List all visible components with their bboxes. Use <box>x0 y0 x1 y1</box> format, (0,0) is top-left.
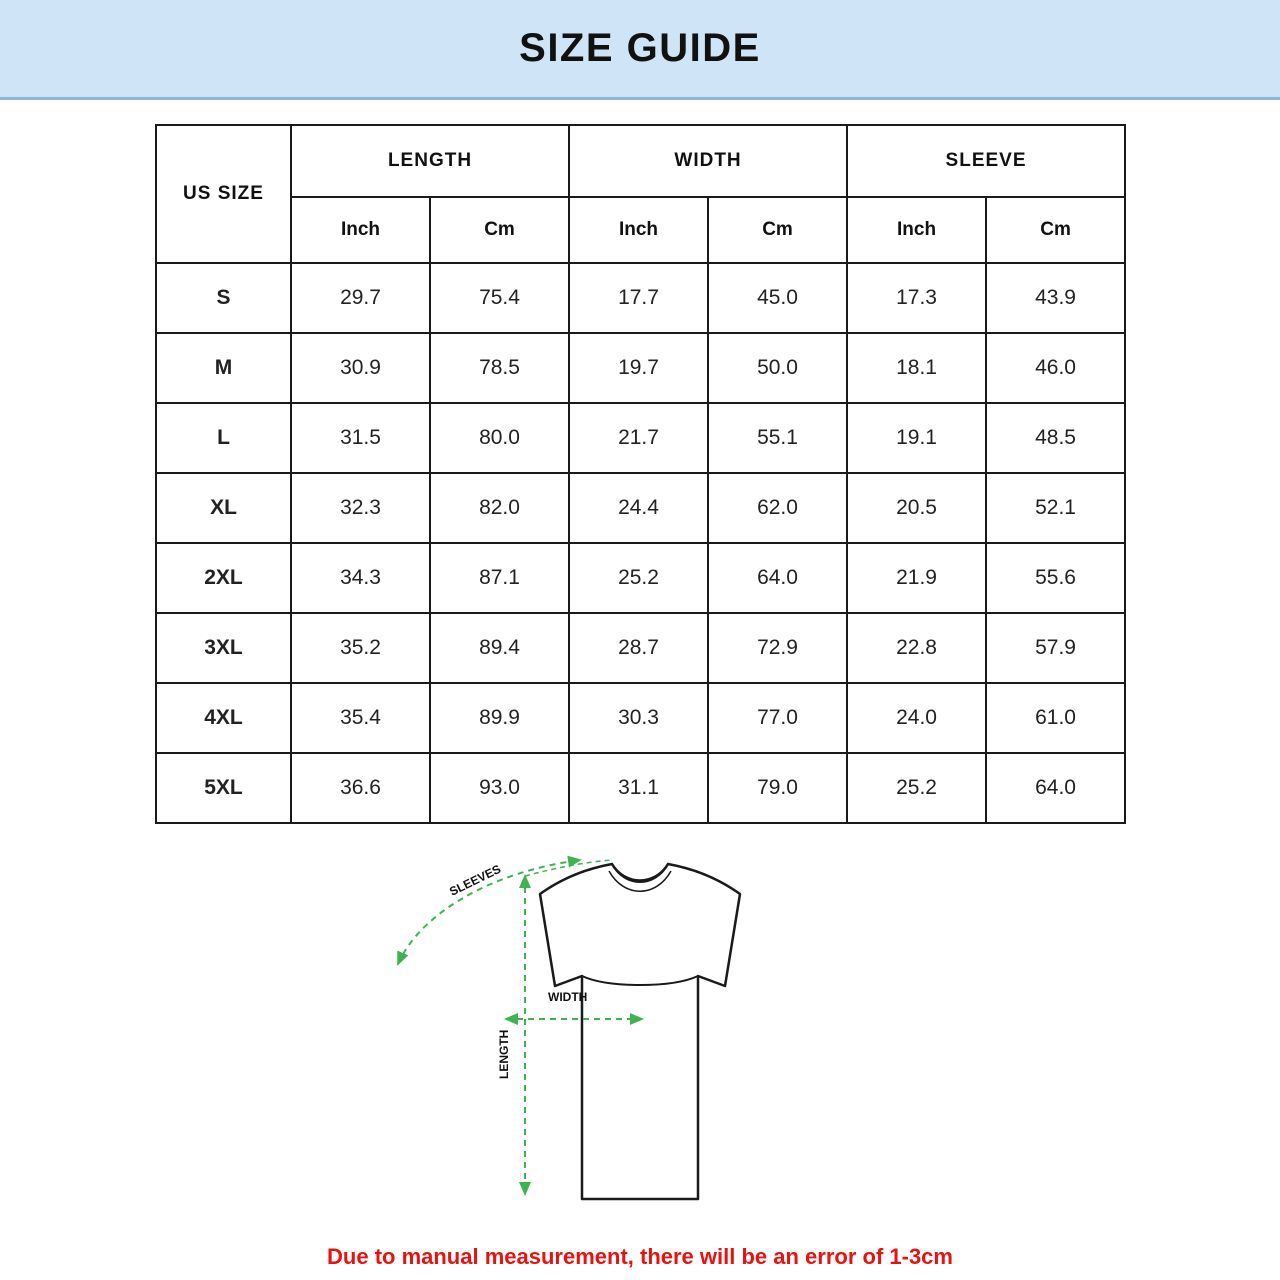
cell-sleeve-inch: 22.8 <box>847 613 986 683</box>
unit-sleeve-inch: Inch <box>847 197 986 263</box>
cell-width-cm: 64.0 <box>708 543 847 613</box>
cell-width-cm: 77.0 <box>708 683 847 753</box>
cell-width-inch: 19.7 <box>569 333 708 403</box>
cell-size: XL <box>156 473 291 543</box>
cell-length-cm: 89.9 <box>430 683 569 753</box>
tshirt-diagram-svg <box>380 854 900 1234</box>
cell-width-inch: 25.2 <box>569 543 708 613</box>
header-banner <box>0 0 1280 100</box>
cell-length-cm: 75.4 <box>430 263 569 333</box>
cell-size: S <box>156 263 291 333</box>
table-row <box>156 263 1125 333</box>
table-row <box>156 613 1125 683</box>
header-us-size: US SIZE <box>156 125 291 263</box>
cell-width-cm: 62.0 <box>708 473 847 543</box>
unit-length-cm: Cm <box>430 197 569 263</box>
table-row <box>156 753 1125 823</box>
cell-width-cm: 79.0 <box>708 753 847 823</box>
width-label: WIDTH <box>548 990 588 1004</box>
cell-width-inch: 24.4 <box>569 473 708 543</box>
tshirt-measurement-illustration <box>0 854 1280 1234</box>
table-row <box>156 473 1125 543</box>
cell-sleeve-inch: 18.1 <box>847 333 986 403</box>
cell-length-inch: 35.2 <box>291 613 430 683</box>
table-row <box>156 543 1125 613</box>
cell-sleeve-cm: 43.9 <box>986 263 1125 333</box>
cell-width-inch: 28.7 <box>569 613 708 683</box>
cell-length-inch: 31.5 <box>291 403 430 473</box>
cell-sleeve-inch: 20.5 <box>847 473 986 543</box>
header-sleeve: SLEEVE <box>847 125 1125 197</box>
unit-width-inch: Inch <box>569 197 708 263</box>
cell-length-cm: 82.0 <box>430 473 569 543</box>
cell-length-inch: 32.3 <box>291 473 430 543</box>
table-row <box>156 333 1125 403</box>
table-unit-row <box>156 197 1125 263</box>
cell-size: 3XL <box>156 613 291 683</box>
cell-size: L <box>156 403 291 473</box>
cell-sleeve-inch: 17.3 <box>847 263 986 333</box>
cell-width-cm: 50.0 <box>708 333 847 403</box>
sleeves-label: SLEEVES <box>447 861 504 899</box>
cell-length-cm: 78.5 <box>430 333 569 403</box>
cell-sleeve-cm: 48.5 <box>986 403 1125 473</box>
measurement-note: Due to manual measurement, there will be an error of 1-3cm <box>327 1244 953 1269</box>
cell-size: 5XL <box>156 753 291 823</box>
cell-length-inch: 34.3 <box>291 543 430 613</box>
cell-sleeve-cm: 55.6 <box>986 543 1125 613</box>
cell-length-cm: 87.1 <box>430 543 569 613</box>
cell-size: 2XL <box>156 543 291 613</box>
cell-width-cm: 55.1 <box>708 403 847 473</box>
length-label: LENGTH <box>497 1029 511 1079</box>
unit-sleeve-cm: Cm <box>986 197 1125 263</box>
size-table-container <box>0 100 1280 824</box>
cell-length-inch: 30.9 <box>291 333 430 403</box>
table-row <box>156 683 1125 753</box>
cell-length-cm: 93.0 <box>430 753 569 823</box>
cell-width-cm: 45.0 <box>708 263 847 333</box>
cell-width-inch: 30.3 <box>569 683 708 753</box>
cell-width-cm: 72.9 <box>708 613 847 683</box>
unit-width-cm: Cm <box>708 197 847 263</box>
page-title: SIZE GUIDE <box>519 26 761 70</box>
cell-width-inch: 21.7 <box>569 403 708 473</box>
tshirt-outline <box>540 864 740 1199</box>
cell-sleeve-inch: 19.1 <box>847 403 986 473</box>
cell-length-cm: 89.4 <box>430 613 569 683</box>
cell-length-inch: 35.4 <box>291 683 430 753</box>
size-table <box>155 124 1126 824</box>
cell-sleeve-inch: 21.9 <box>847 543 986 613</box>
cell-sleeve-cm: 46.0 <box>986 333 1125 403</box>
cell-length-inch: 29.7 <box>291 263 430 333</box>
cell-sleeve-cm: 52.1 <box>986 473 1125 543</box>
cell-sleeve-cm: 57.9 <box>986 613 1125 683</box>
header-width: WIDTH <box>569 125 847 197</box>
cell-sleeve-cm: 61.0 <box>986 683 1125 753</box>
cell-length-cm: 80.0 <box>430 403 569 473</box>
cell-width-inch: 17.7 <box>569 263 708 333</box>
cell-width-inch: 31.1 <box>569 753 708 823</box>
cell-sleeve-inch: 24.0 <box>847 683 986 753</box>
unit-length-inch: Inch <box>291 197 430 263</box>
table-row <box>156 403 1125 473</box>
table-group-header-row <box>156 125 1125 197</box>
cell-size: M <box>156 333 291 403</box>
cell-sleeve-cm: 64.0 <box>986 753 1125 823</box>
cell-size: 4XL <box>156 683 291 753</box>
header-length: LENGTH <box>291 125 569 197</box>
cell-sleeve-inch: 25.2 <box>847 753 986 823</box>
cell-length-inch: 36.6 <box>291 753 430 823</box>
